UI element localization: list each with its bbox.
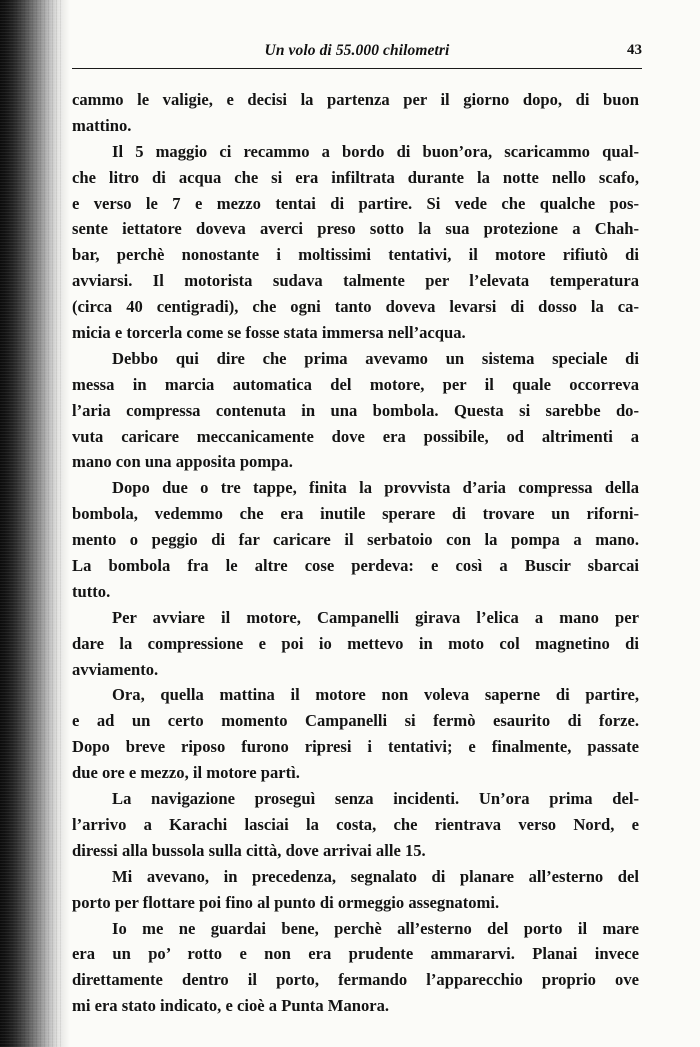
text-line: porto per flottare poi fino al punto di ormeggio assegnatomi. [72, 892, 500, 912]
page-header [72, 38, 642, 62]
text-line: diressi alla bussola sulla città, dove arrivai alle 15. [72, 840, 426, 860]
text-line: messa in marcia automatica del motore, per il quale occorreva [72, 374, 639, 394]
text-line: che litro di acqua che si era infiltrata durante la notte nello scafo, [72, 167, 639, 187]
text-line: bar, perchè nonostante i moltissimi tentativi, il motore rifiutò di [72, 245, 639, 265]
text-line: avviamento. [72, 659, 159, 679]
text-line: tutto. [72, 581, 111, 601]
text-line: due ore e mezzo, il motore partì. [72, 763, 300, 783]
text-line: l’arrivo a Karachi lasciai la costa, che rientrava verso Nord, e [72, 814, 639, 834]
body-text [72, 87, 639, 1019]
text-line: Mi avevano, in precedenza, segnalato di planare all’esterno del [112, 866, 639, 886]
text-line: e verso le 7 e mezzo tentai di partire. Si vede che qualche pos- [72, 193, 639, 213]
text-line: l’aria compressa contenuta in una bombola. Questa si sarebbe do- [72, 400, 639, 420]
text-line: La navigazione proseguì senza incidenti. Un’ora prima del- [112, 789, 639, 809]
text-line: sente iettatore doveva averci preso sotto la sua protezione a Chah- [72, 219, 639, 239]
text-line: mattino. [72, 115, 132, 135]
text-line: cammo le valigie, e decisi la partenza per il giorno dopo, di buon [72, 90, 639, 109]
text-line: avviarsi. Il motorista sudava talmente per l’elevata temperatura [72, 271, 639, 291]
text-line: e ad un certo momento Campanelli si fermò esaurito di forze. [72, 711, 639, 731]
text-line: micia e torcerla come se fosse stata immersa nell’acqua. [72, 323, 466, 343]
text-line: Debbo qui dire che prima avevamo un sistema speciale di [112, 348, 639, 368]
text-line: mi era stato indicato, e cioè a Punta Manora. [72, 996, 390, 1016]
text-line: Dopo breve riposo furono ripresi i tentativi; e finalmente, passate [72, 737, 639, 757]
text-line: vuta caricare meccanicamente dove era possibile, od altrimenti a [72, 426, 639, 446]
scan-noise [0, 0, 64, 1047]
text-line: Dopo due o tre tappe, finita la provvista d’aria compressa della [112, 478, 639, 498]
text-line: Ora, quella mattina il motore non voleva saperne di partire, [112, 685, 639, 705]
header-rule [72, 68, 642, 69]
running-title: Un volo di 55.000 chilometri [264, 42, 450, 59]
text-line: Il 5 maggio ci recammo a bordo di buon’ora, scaricammo qual- [112, 141, 639, 161]
page-number: 43 [627, 42, 642, 58]
text-line: bombola, vedemmo che era inutile sperare di trovare un riforni- [72, 504, 639, 524]
text-line: direttamente dentro il porto, fermando l’apparecchio proprio ove [72, 970, 639, 990]
text-line: mento o peggio di far caricare il serbatoio con la pompa a mano. [72, 530, 639, 550]
text-line: La bombola fra le altre cose perdeva: e così a Buscir sbarcai [72, 556, 639, 576]
text-line: Io me ne guardai bene, perchè all’esterno del porto il mare [112, 918, 639, 938]
text-line: era un po’ rotto e non era prudente ammararvi. Planai invece [72, 944, 639, 964]
text-line: (circa 40 centigradi), che ogni tanto doveva levarsi di dosso la ca- [72, 297, 639, 317]
text-line: dare la compressione e poi io mettevo in moto col magnetino di [72, 633, 639, 653]
text-line: mano con una apposita pompa. [72, 452, 293, 472]
text-line: Per avviare il motore, Campanelli girava l’elica a mano per [112, 607, 639, 627]
